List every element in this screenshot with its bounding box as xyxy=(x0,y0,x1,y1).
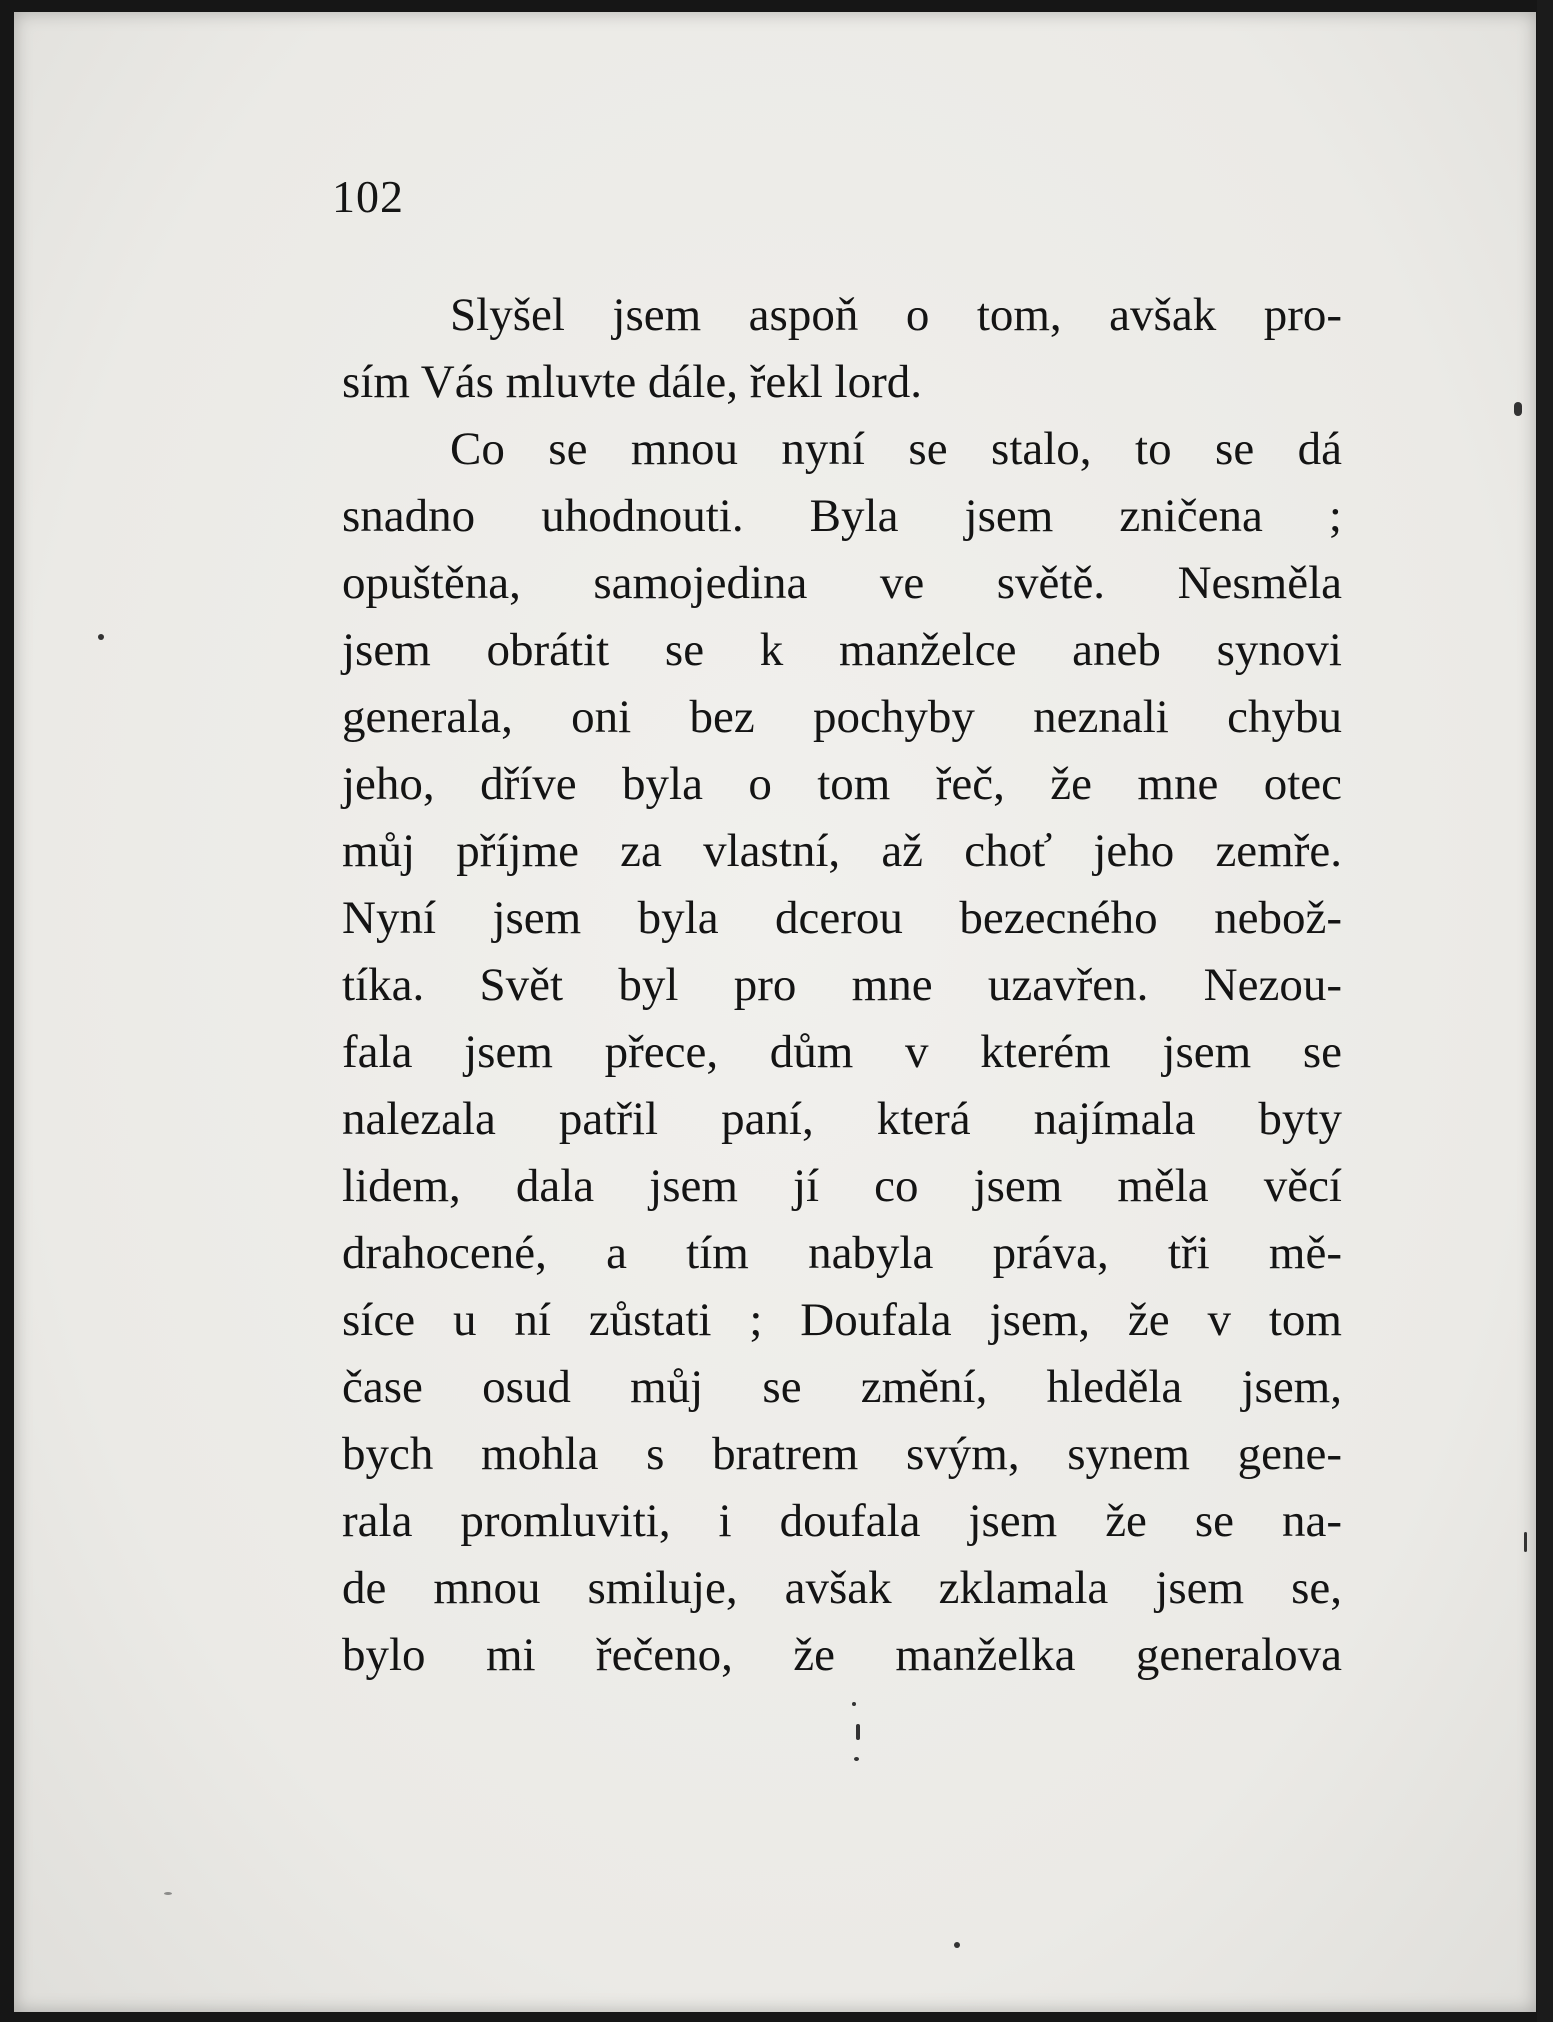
dust-speck xyxy=(164,1892,172,1895)
text-line: tíka. Svět byl pro mne uzavřen. Nezou- xyxy=(342,959,1342,1011)
dust-speck xyxy=(954,1942,960,1948)
dust-speck xyxy=(856,1724,860,1740)
text-line: Slyšel jsem aspoň o tom, avšak pro- xyxy=(450,289,1342,341)
book-page xyxy=(14,12,1536,2012)
text-line: nalezala patřil paní, která najímala byty xyxy=(342,1093,1342,1145)
text-line: jeho, dříve byla o tom řeč, že mne otec xyxy=(342,758,1342,810)
dust-speck xyxy=(854,1757,859,1761)
text-line: lidem, dala jsem jí co jsem měla věcí xyxy=(342,1160,1342,1212)
text-line: síce u ní zůstati ; Doufala jsem, že v tom xyxy=(342,1294,1342,1346)
text-line: sím Vás mluvte dále, řekl lord. xyxy=(342,356,922,408)
text-line: fala jsem přece, dům v kterém jsem se xyxy=(342,1026,1342,1078)
page-number: 102 xyxy=(332,171,404,222)
text-line: Co se mnou nyní se stalo, to se dá xyxy=(450,423,1342,475)
text-line: de mnou smiluje, avšak zklamala jsem se, xyxy=(342,1562,1342,1614)
dust-speck xyxy=(98,634,104,640)
text-line: čase osud můj se změní, hleděla jsem, xyxy=(342,1361,1342,1413)
dust-speck xyxy=(852,1702,856,1706)
text-line: Nyní jsem byla dcerou bezecného nebož- xyxy=(342,892,1342,944)
text-line: snadno uhodnouti. Byla jsem zničena ; xyxy=(342,490,1342,542)
text-line: rala promluviti, i doufala jsem že se na- xyxy=(342,1495,1342,1547)
text-line: opuštěna, samojedina ve světě. Nesměla xyxy=(342,557,1342,609)
text-line: jsem obrátit se k manželce aneb synovi xyxy=(342,624,1342,676)
body-text xyxy=(342,282,1342,1689)
page-edge-shadow xyxy=(1537,0,1553,2022)
dust-speck xyxy=(1524,1532,1527,1552)
text-line: můj příjme za vlastní, až choť jeho zemře. xyxy=(342,825,1342,877)
text-line: bylo mi řečeno, že manželka generalova xyxy=(342,1629,1342,1681)
text-line: drahocené, a tím nabyla práva, tři mě- xyxy=(342,1227,1342,1279)
dust-speck xyxy=(1514,402,1522,416)
text-line: bych mohla s bratrem svým, synem gene- xyxy=(342,1428,1342,1480)
text-line: generala, oni bez pochyby neznali chybu xyxy=(342,691,1342,743)
